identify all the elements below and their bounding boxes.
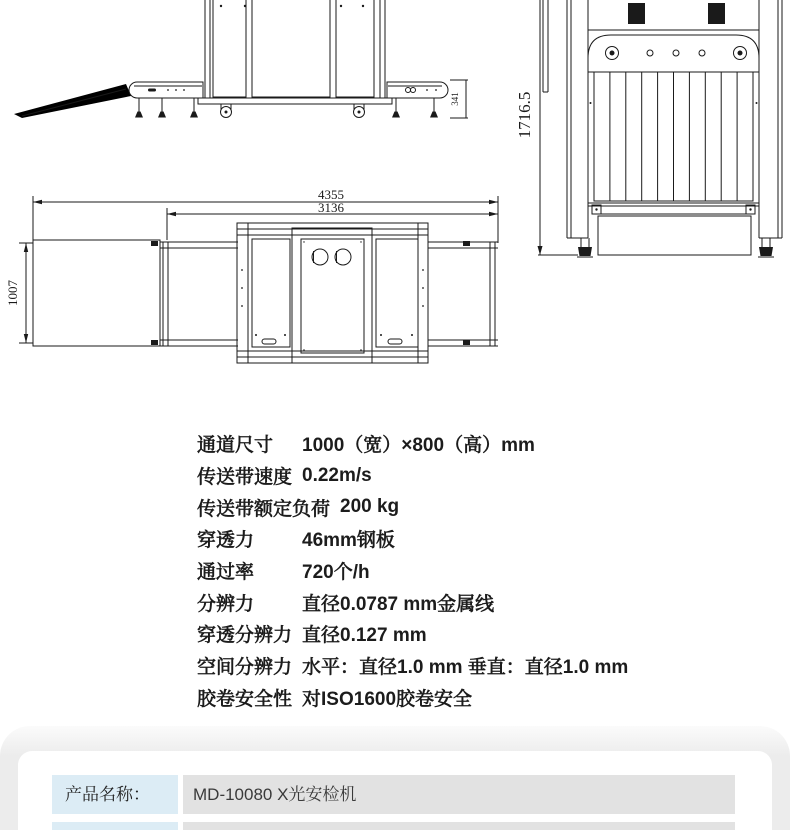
dim-1007-label: 1007	[5, 280, 20, 306]
bottom-section	[0, 726, 790, 830]
end-view-drawing	[515, 0, 782, 257]
spec-row	[197, 682, 628, 714]
dim-341-label: 341	[450, 92, 460, 106]
dim-1716-label: 1716.5	[515, 91, 534, 139]
spec-row	[197, 650, 628, 682]
spec-value: 对ISO1600胶卷安全	[302, 688, 473, 710]
spec-label: 分辨力	[197, 593, 255, 615]
spec-row	[197, 523, 628, 555]
spec-row	[197, 555, 628, 587]
spec-label: 胶卷安全性	[197, 688, 293, 710]
dim-3136-label: 3136	[318, 200, 344, 215]
spec-row	[197, 428, 628, 460]
spec-row	[197, 586, 628, 618]
spec-row	[197, 491, 628, 523]
dim-4355-label: 4355	[318, 187, 344, 202]
front-view-drawing	[14, 0, 468, 118]
product-name-value-cell: MD-10080 X光安检机	[183, 775, 735, 814]
partial-row-label-cell	[52, 822, 178, 830]
spec-value: 1000（宽）×800（高）mm	[302, 435, 535, 457]
spec-label: 通过率	[197, 562, 255, 584]
top-view-drawing	[5, 187, 498, 363]
spec-label: 穿透力	[197, 530, 255, 552]
product-name-label-cell: 产品名称：	[52, 775, 178, 814]
spec-value: 水平：直径1.0 mm 垂直：直径1.0 mm	[302, 657, 629, 679]
spec-label: 通道尺寸	[197, 435, 274, 457]
spec-label: 空间分辨力	[197, 657, 293, 679]
spec-value: 直径0.127 mm	[302, 625, 427, 647]
spec-label: 传送带额定负荷	[197, 498, 331, 520]
spec-value: 直径0.0787 mm金属线	[302, 593, 495, 615]
spec-value: 0.22m/s	[302, 464, 372, 486]
spec-row	[197, 618, 628, 650]
spec-value: 46mm钢板	[302, 530, 395, 552]
spec-row	[197, 460, 628, 492]
product-card	[18, 751, 772, 830]
technical-drawings-svg	[0, 0, 790, 400]
spec-value: 200 kg	[340, 496, 400, 518]
spec-label: 传送带速度	[197, 467, 293, 489]
spec-label: 穿透分辨力	[197, 625, 293, 647]
table-row-partial	[52, 822, 735, 830]
partial-row-value-cell	[183, 822, 735, 830]
table-row-product-name	[52, 775, 735, 814]
spec-list	[197, 428, 628, 713]
spec-value: 720个/h	[302, 562, 370, 584]
